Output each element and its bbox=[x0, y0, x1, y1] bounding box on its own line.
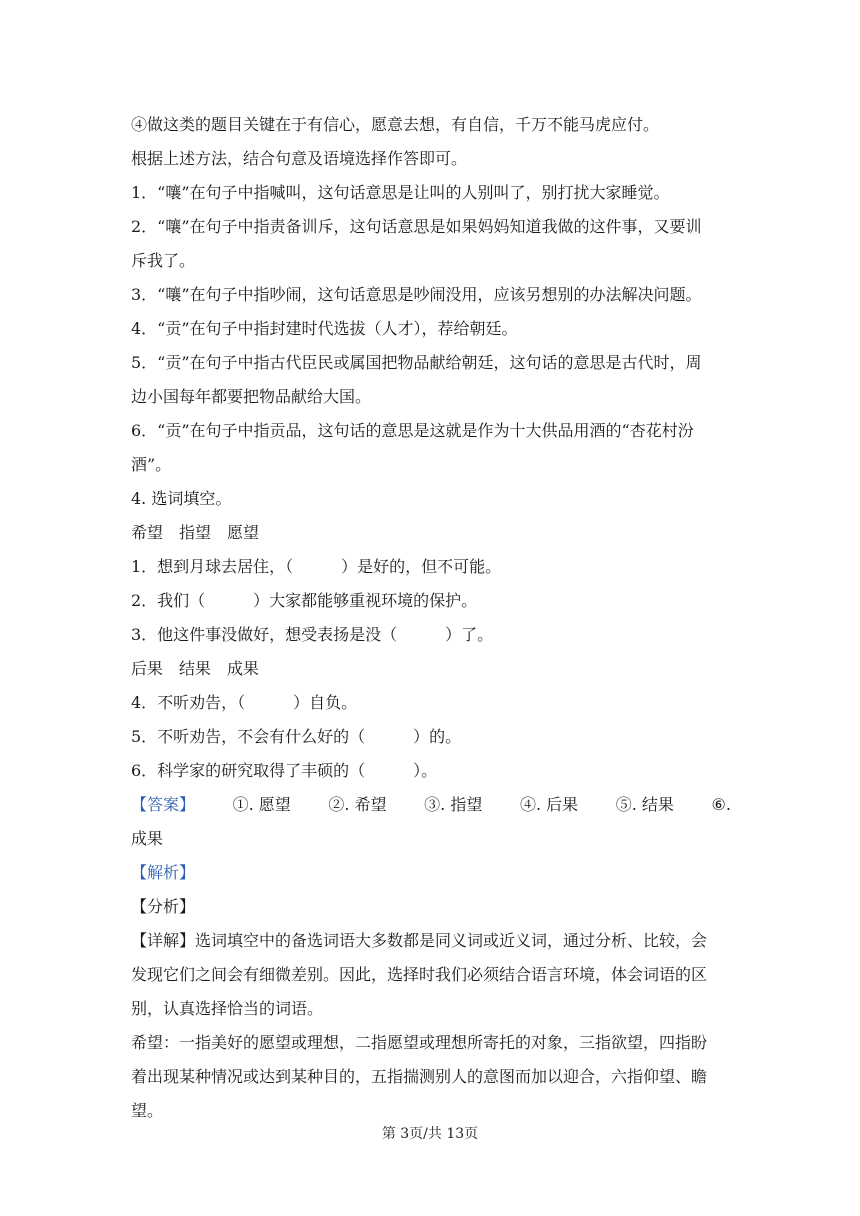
explanation-2-cont: 斥我了。 bbox=[131, 251, 196, 270]
page-content bbox=[131, 108, 731, 1128]
question-6: 6．科学家的研究取得了丰硕的（ ）。 bbox=[131, 761, 438, 780]
detail-line-2: 发现它们之间会有细微差别。因此，选择时我们必须结合语言环境，体会词语的区 bbox=[131, 965, 708, 984]
analysis-label: 【解析】 bbox=[131, 863, 196, 882]
question-4: 4．不听劝告，（ ）自负。 bbox=[131, 693, 358, 712]
answer-label: 【答案】 bbox=[131, 795, 196, 814]
detail-line-1 bbox=[131, 924, 731, 958]
answer-row bbox=[131, 788, 731, 822]
question-1: 1．想到月球去居住，（ ）是好的，但不可能。 bbox=[131, 557, 502, 576]
answer-item-2: ②. 希望 bbox=[328, 795, 387, 814]
question-5: 5．不听劝告，不会有什么好的（ ）的。 bbox=[131, 727, 462, 746]
question-3: 3．他这件事没做好，想受表扬是没（ ）了。 bbox=[131, 625, 494, 644]
explanation-5-cont: 边小国每年都要把物品献给大国。 bbox=[131, 387, 372, 406]
word-group-2: 后果 结果 成果 bbox=[131, 659, 260, 678]
method-line-4: ④做这类的题目关键在于有信心，愿意去想，有自信，千万不能马虎应付。 bbox=[131, 115, 660, 134]
question-2: 2．我们（ ）大家都能够重视环境的保护。 bbox=[131, 591, 478, 610]
fenxi-label: 【分析】 bbox=[131, 897, 196, 916]
method-summary: 根据上述方法，结合句意及语境选择作答即可。 bbox=[131, 149, 468, 168]
explanation-6: 6．“贡”在句子中指贡品，这句话的意思是这就是作为十大供品用酒的“杏花村汾 bbox=[131, 421, 694, 440]
explanation-4: 4．“贡”在句子中指封建时代选拔（人才），荐给朝廷。 bbox=[131, 319, 518, 338]
detail-text: 选词填空中的备选词语大多数都是同义词或近义词，通过分析、比较，会 bbox=[195, 931, 708, 950]
xiwang-def-3: 望。 bbox=[131, 1101, 164, 1120]
answer-item-4: ④. 后果 bbox=[519, 795, 579, 814]
explanation-5: 5．“贡”在句子中指古代臣民或属国把物品献给朝廷，这句话的意思是古代时，周 bbox=[131, 353, 702, 372]
question-title: 4. 选词填空。 bbox=[131, 489, 232, 508]
explanation-6-cont: 酒”。 bbox=[131, 455, 172, 474]
page-footer: 第 3页/共 13页 bbox=[381, 1126, 479, 1142]
word-group-1: 希望 指望 愿望 bbox=[131, 523, 260, 542]
answer-item-1: ①. 愿望 bbox=[232, 795, 291, 814]
explanation-2: 2．“嚷”在句子中指责备训斥，这句话意思是如果妈妈知道我做的这件事，又要训 bbox=[131, 217, 702, 236]
xiwang-def-2: 着出现某种情况或达到某种目的，五指揣测别人的意图而加以迎合，六指仰望、瞻 bbox=[131, 1067, 708, 1086]
answer-item-6: ⑥. bbox=[711, 795, 731, 814]
explanation-1: 1．“嚷”在句子中指喊叫，这句话意思是让叫的人别叫了，别打扰大家睡觉。 bbox=[131, 183, 670, 202]
answer-item-5: ⑤. 结果 bbox=[615, 795, 674, 814]
detail-line-3: 别，认真选择恰当的词语。 bbox=[131, 999, 324, 1018]
explanation-3: 3．“嚷”在句子中指吵闹，这句话意思是吵闹没用，应该另想别的办法解决问题。 bbox=[131, 285, 702, 304]
xiwang-def-1: 希望：一指美好的愿望或理想，二指愿望或理想所寄托的对象，三指欲望，四指盼 bbox=[131, 1033, 708, 1052]
detail-label: 【详解】 bbox=[131, 931, 196, 950]
answer-item-6-cont: 成果 bbox=[131, 829, 164, 848]
answer-item-3: ③. 指望 bbox=[424, 795, 483, 814]
